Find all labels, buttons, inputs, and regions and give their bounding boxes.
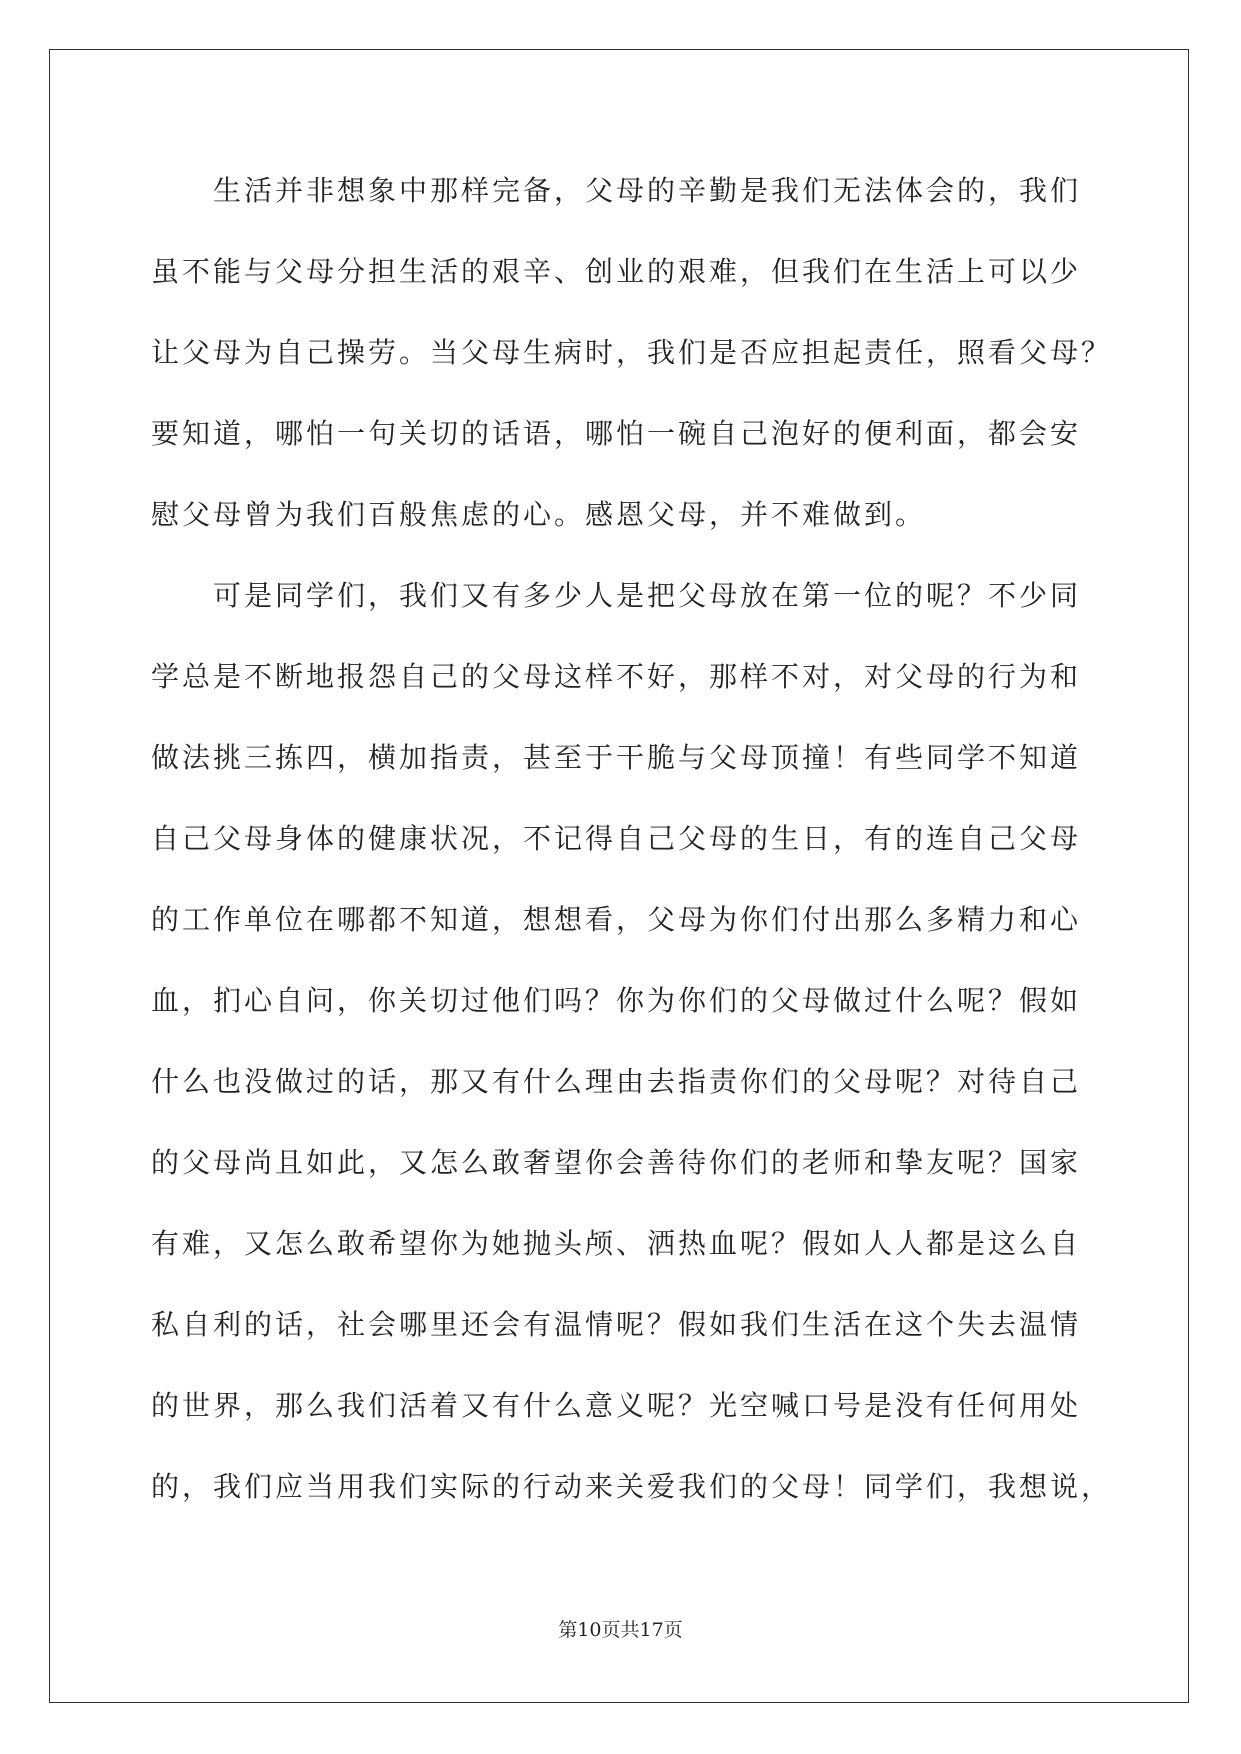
text-line: 什么也没做过的话，那又有什么理由去指责你们的父母呢？对待自己 bbox=[151, 1065, 1082, 1098]
text-line: 的工作单位在哪都不知道，想想看，父母为你们付出那么多精力和心 bbox=[151, 903, 1082, 936]
text-line: 的世界，那么我们活着又有什么意义呢？光空喊口号是没有任何用处 bbox=[151, 1389, 1082, 1422]
text-line: 学总是不断地报怨自己的父母这样不好，那样不对，对父母的行为和 bbox=[151, 660, 1082, 693]
text-line: 有难，又怎么敢希望你为她抛头颅、洒热血呢？假如人人都是这么自 bbox=[151, 1227, 1082, 1260]
page-footer bbox=[0, 1615, 1241, 1642]
text-line: 私自利的话，社会哪里还会有温情呢？假如我们生活在这个失去温情 bbox=[151, 1308, 1082, 1341]
text-line: 的，我们应当用我们实际的行动来关爱我们的父母！同学们，我想说， bbox=[151, 1470, 1113, 1503]
text-line: 自己父母身体的健康状况，不记得自己父母的生日，有的连自己父母 bbox=[151, 822, 1082, 855]
text-line: 血，扪心自问，你关切过他们吗？你为你们的父母做过什么呢？假如 bbox=[151, 984, 1082, 1017]
current-page-number: 第10页 bbox=[558, 1619, 621, 1641]
text-line: 虽不能与父母分担生活的艰辛、创业的艰难，但我们在生活上可以少 bbox=[151, 255, 1082, 288]
text-line: 慰父母曾为我们百般焦虑的心。感恩父母，并不难做到。 bbox=[151, 498, 927, 531]
paragraph-2 bbox=[151, 555, 1113, 1527]
text-line: 让父母为自己操劳。当父母生病时，我们是否应担起责任，照看父母？ bbox=[151, 336, 1113, 369]
text-line: 的父母尚且如此，又怎么敢奢望你会善待你们的老师和挚友呢？国家 bbox=[151, 1146, 1082, 1179]
text-line: 要知道，哪怕一句关切的话语，哪怕一碗自己泡好的便利面，都会安 bbox=[151, 417, 1082, 450]
text-line: 可是同学们，我们又有多少人是把父母放在第一位的呢？不少同 bbox=[213, 579, 1082, 612]
text-line: 做法挑三拣四，横加指责，甚至于干脆与父母顶撞！有些同学不知道 bbox=[151, 741, 1082, 774]
total-pages: 共17页 bbox=[620, 1619, 683, 1641]
text-line: 生活并非想象中那样完备，父母的辛勤是我们无法体会的，我们 bbox=[213, 174, 1082, 207]
paragraph-1 bbox=[151, 150, 1113, 555]
document-body bbox=[151, 150, 1113, 1527]
